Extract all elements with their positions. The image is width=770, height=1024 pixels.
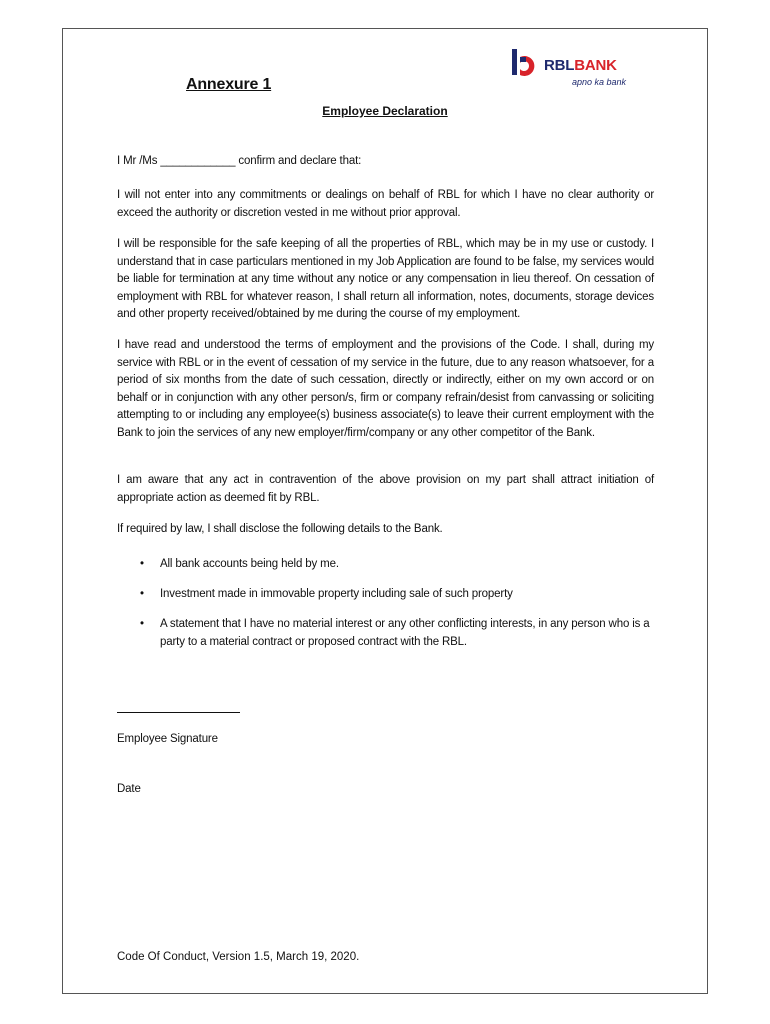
- paragraph-disclosure: If required by law, I shall disclose the following details to the Bank.: [117, 523, 443, 535]
- intro-line: I Mr /Ms ____________ confirm and declare that:: [117, 155, 362, 167]
- date-label: Date: [117, 783, 141, 795]
- signature-line: [117, 712, 240, 713]
- page-title: Annexure 1: [186, 76, 272, 93]
- rbl-logo-mark-icon: [510, 47, 542, 81]
- paragraph-non-solicitation: I have read and understood the terms of employment and the provisions of the Code. I shall, during my service with RBL or in the event of cessation of my service in the future, due to any reason whatsoever, for a period of six months from the date of such cessation, directly or indirectly, either on my own accord or on behalf or in conjunction with any other person/s, firm or company refrain/desist from canvassing or soliciting attempting to or including any employee(s) business associate(s) to leave their current employment with the Bank to join the services of any new employer/firm/company or any other competitor of the Bank.: [117, 339, 654, 439]
- list-item-text: All bank accounts being held by me.: [160, 558, 339, 570]
- bullet-icon: •: [140, 558, 144, 570]
- rbl-bank-logo: [510, 47, 638, 95]
- logo-wordmark: RBLBANK: [544, 57, 617, 74]
- paragraph-authority: I will not enter into any commitments or dealings on behalf of RBL for which I have no clear authority or exceed the authority or discretion vested in me without prior approval.: [117, 189, 654, 219]
- bullet-icon: •: [140, 618, 144, 630]
- logo-tagline: apno ka bank: [572, 77, 627, 87]
- bullet-icon: •: [140, 588, 144, 600]
- document-page: [62, 28, 708, 994]
- list-item-text: A statement that I have no material interest or any other conflicting interests, in any person who is a party to a material contract or proposed contract with the RBL.: [160, 618, 650, 648]
- paragraph-contravention: I am aware that any act in contravention of the above provision on my part shall attract initiation of appropriate action as deemed fit by RBL.: [117, 474, 654, 504]
- footer-version: Code Of Conduct, Version 1.5, March 19, 2020.: [117, 951, 360, 963]
- page-subtitle: Employee Declaration: [322, 104, 448, 118]
- paragraph-property: I will be responsible for the safe keeping of all the properties of RBL, which may be in my use or custody. I understand that in case particulars mentioned in my Job Application are found to be false, my services would be liable for termination at any time without any notice or any compensation in lieu thereof. On cessation of employment with RBL for whatever reason, I shall return all information, notes, documents, storage devices and other property received/obtained by me during the course of my employment.: [117, 238, 654, 320]
- signature-label: Employee Signature: [117, 733, 218, 745]
- list-item-text: Investment made in immovable property including sale of such property: [160, 588, 513, 600]
